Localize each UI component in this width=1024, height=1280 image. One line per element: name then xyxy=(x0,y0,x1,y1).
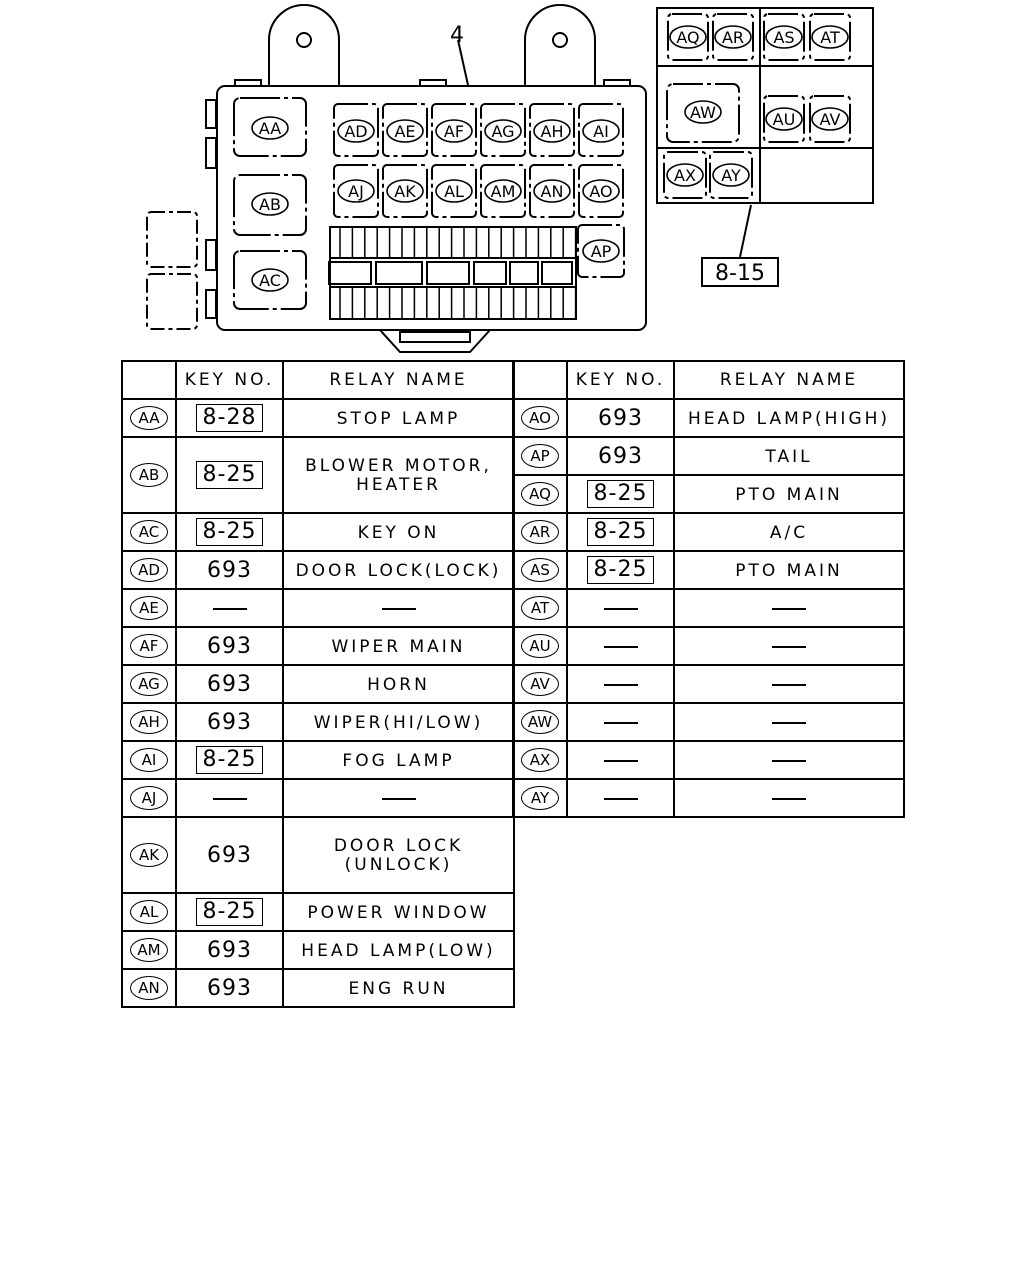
relay-table-right xyxy=(512,360,905,818)
id-header xyxy=(513,361,567,399)
relay-id-oval: AS xyxy=(521,558,559,582)
relay-id-oval: AW xyxy=(521,710,559,734)
relay-key-label: AY xyxy=(721,166,741,185)
relay-id-cell xyxy=(513,475,567,513)
relay-name-value: KEY ON xyxy=(357,522,440,543)
relay-id-cell xyxy=(513,551,567,589)
relay-id-oval: AB xyxy=(130,463,168,487)
table-row xyxy=(122,399,514,437)
key-no-value: 8-25 xyxy=(587,518,655,546)
relay-key-label: AE xyxy=(394,122,416,141)
key-no-cell xyxy=(176,513,283,551)
relay-name-value: STOP LAMP xyxy=(336,408,461,429)
table-row xyxy=(513,627,904,665)
empty-dash xyxy=(772,646,806,648)
table-row xyxy=(513,589,904,627)
table-row xyxy=(513,399,904,437)
relay-id-oval: AQ xyxy=(521,482,559,506)
key-no-cell xyxy=(567,437,674,475)
key-no-value: 8-25 xyxy=(587,556,655,584)
relay-name-cell xyxy=(283,437,514,513)
key-no-cell xyxy=(176,627,283,665)
key-no-cell xyxy=(567,665,674,703)
relay-id-cell xyxy=(513,437,567,475)
relay-name-cell xyxy=(674,551,904,589)
relay-name-cell xyxy=(283,969,514,1007)
empty-dash xyxy=(213,798,247,800)
relay-name-value: POWER WINDOW xyxy=(307,902,490,923)
empty-dash xyxy=(604,722,638,724)
relay-key-label: AV xyxy=(819,110,841,129)
relay-key-label: AU xyxy=(772,110,796,129)
empty-dash xyxy=(604,760,638,762)
relay-id-oval: AR xyxy=(521,520,559,544)
relay-id-oval: AM xyxy=(130,938,168,962)
empty-dash xyxy=(213,608,247,610)
table-row xyxy=(513,741,904,779)
key-no-cell xyxy=(567,741,674,779)
relay-id-cell xyxy=(513,627,567,665)
key-no-value: 693 xyxy=(207,671,252,697)
table-row xyxy=(513,437,904,475)
relay-name-value: A/C xyxy=(769,522,809,543)
empty-dash xyxy=(604,646,638,648)
relay-name-cell xyxy=(283,627,514,665)
relay-key-label: AK xyxy=(394,182,416,201)
relay-id-oval: AV xyxy=(521,672,559,696)
relay-name-cell xyxy=(283,931,514,969)
table-row xyxy=(122,665,514,703)
key-no-value: 693 xyxy=(207,975,252,1001)
key-no-value: 8-28 xyxy=(196,404,264,432)
relay-id-cell xyxy=(122,817,176,893)
key-no-value: 693 xyxy=(207,709,252,735)
empty-dash xyxy=(772,684,806,686)
relay-id-cell xyxy=(122,931,176,969)
relay-name-cell xyxy=(674,665,904,703)
relay-id-oval: AH xyxy=(130,710,168,734)
relay-key-label: AX xyxy=(674,166,696,185)
relay-id-oval: AC xyxy=(130,520,168,544)
mounting-tab-right xyxy=(525,5,595,86)
empty-dash xyxy=(772,760,806,762)
empty-dash xyxy=(604,608,638,610)
table-row xyxy=(122,627,514,665)
relay-name-cell xyxy=(674,703,904,741)
relay-id-cell xyxy=(122,627,176,665)
relay-key-label: AJ xyxy=(348,182,364,201)
relay-name-value: DOOR LOCK(LOCK) xyxy=(295,560,502,581)
relay-name-cell xyxy=(283,741,514,779)
relay-name-cell xyxy=(674,779,904,817)
key-no-value: 8-25 xyxy=(196,898,264,926)
relay-id-cell xyxy=(122,893,176,931)
table-row xyxy=(513,779,904,817)
relay-box-diagram xyxy=(0,0,1024,360)
key-no-cell xyxy=(176,817,283,893)
table-row xyxy=(122,741,514,779)
relay-id-cell xyxy=(513,665,567,703)
key-no-value: 693 xyxy=(207,633,252,659)
key-no-value: 693 xyxy=(598,405,643,431)
table-row xyxy=(513,475,904,513)
relay-id-oval: AY xyxy=(521,786,559,810)
relay-id-cell xyxy=(122,551,176,589)
relay-id-cell xyxy=(122,741,176,779)
key-no-cell xyxy=(567,551,674,589)
key-no-header: KEY NO. xyxy=(567,361,674,399)
key-no-cell xyxy=(176,665,283,703)
relay-name-value: WIPER(HI/LOW) xyxy=(313,712,484,733)
empty-dash xyxy=(382,608,416,610)
relay-name-cell xyxy=(674,513,904,551)
relay-name-value: HEAD LAMP(HIGH) xyxy=(687,408,891,429)
empty-dash xyxy=(604,684,638,686)
key-no-cell xyxy=(176,551,283,589)
relay-name-value: HORN xyxy=(367,674,430,695)
relay-id-cell xyxy=(513,741,567,779)
key-no-cell xyxy=(176,703,283,741)
relay-name-value: PTO MAIN xyxy=(735,484,843,505)
relay-name-cell xyxy=(283,703,514,741)
relay-id-oval: AA xyxy=(130,406,168,430)
relay-name-cell xyxy=(674,437,904,475)
table-row xyxy=(122,893,514,931)
key-no-value: 8-25 xyxy=(196,518,264,546)
table-row xyxy=(122,513,514,551)
relay-table-left xyxy=(121,360,515,1008)
relay-key-label: AW xyxy=(690,103,716,122)
relay-name-cell xyxy=(283,893,514,931)
relay-id-cell xyxy=(122,703,176,741)
relay-name-cell xyxy=(283,399,514,437)
key-no-cell xyxy=(567,627,674,665)
relay-id-oval: AJ xyxy=(130,786,168,810)
key-no-cell xyxy=(176,589,283,627)
relay-name-cell xyxy=(283,665,514,703)
relay-id-cell xyxy=(122,399,176,437)
key-no-header: KEY NO. xyxy=(176,361,283,399)
relay-id-cell xyxy=(122,513,176,551)
table-row xyxy=(122,817,514,893)
relay-key-label: AF xyxy=(443,122,465,141)
relay-name-cell xyxy=(283,513,514,551)
relay-id-oval: AP xyxy=(521,444,559,468)
key-no-value: 8-25 xyxy=(587,480,655,508)
key-no-value: 693 xyxy=(207,842,252,868)
relay-key-label: AQ xyxy=(676,28,700,47)
relay-name-value: ENG RUN xyxy=(348,978,449,999)
relay-id-oval: AD xyxy=(130,558,168,582)
key-no-cell xyxy=(567,475,674,513)
relay-key-label: AR xyxy=(721,28,745,47)
empty-dash xyxy=(772,798,806,800)
part-number: 4 xyxy=(450,23,464,48)
key-no-cell xyxy=(567,399,674,437)
relay-id-oval: AF xyxy=(130,634,168,658)
relay-id-cell xyxy=(122,779,176,817)
table-row xyxy=(122,437,514,513)
empty-dash xyxy=(772,722,806,724)
relay-key-label: AB xyxy=(259,195,281,214)
relay-id-oval: AG xyxy=(130,672,168,696)
relay-name-value: FOG LAMP xyxy=(342,750,455,771)
relay-name-cell xyxy=(283,551,514,589)
key-no-cell xyxy=(176,437,283,513)
key-no-cell xyxy=(176,893,283,931)
relay-key-label: AL xyxy=(444,182,464,201)
relay-key-label: AS xyxy=(773,28,795,47)
relay-id-oval: AN xyxy=(130,976,168,1000)
key-no-cell xyxy=(567,589,674,627)
key-no-cell xyxy=(567,703,674,741)
table-row xyxy=(513,665,904,703)
key-no-cell xyxy=(567,779,674,817)
key-no-value: 8-25 xyxy=(196,746,264,774)
table-row xyxy=(122,931,514,969)
relay-id-cell xyxy=(513,779,567,817)
relay-name-cell xyxy=(674,475,904,513)
key-no-cell xyxy=(176,969,283,1007)
table-row xyxy=(513,513,904,551)
key-no-cell xyxy=(176,399,283,437)
relay-id-oval: AT xyxy=(521,596,559,620)
relay-key-label: AI xyxy=(593,122,609,141)
relay-key-label: AG xyxy=(491,122,515,141)
detail-ref-label: 8-15 xyxy=(715,261,765,286)
table-row xyxy=(122,779,514,817)
key-no-cell xyxy=(176,931,283,969)
relay-key-label: AN xyxy=(540,182,564,201)
mounting-tab-left xyxy=(269,5,339,86)
key-no-value: 693 xyxy=(207,937,252,963)
relay-id-cell xyxy=(513,399,567,437)
relay-id-cell xyxy=(122,437,176,513)
table-row xyxy=(513,703,904,741)
relay-id-oval: AO xyxy=(521,406,559,430)
key-no-value: 693 xyxy=(207,557,252,583)
relay-key-label: AA xyxy=(258,119,282,138)
relay-name-cell xyxy=(674,589,904,627)
relay-key-label: AD xyxy=(344,122,368,141)
table-row xyxy=(513,551,904,589)
relay-id-cell xyxy=(513,589,567,627)
relay-name-cell xyxy=(674,627,904,665)
relay-key-label: AC xyxy=(259,271,281,290)
relay-id-oval: AL xyxy=(130,900,168,924)
empty-dash xyxy=(772,608,806,610)
relay-id-oval: AE xyxy=(130,596,168,620)
relay-name-value: WIPER MAIN xyxy=(331,636,466,657)
relay-name-value: DOOR LOCK (UNLOCK) xyxy=(333,836,464,875)
relay-id-oval: AU xyxy=(521,634,559,658)
relay-key-label: AM xyxy=(490,182,516,201)
relay-name-value: HEAD LAMP(LOW) xyxy=(301,940,496,961)
relay-name-value: TAIL xyxy=(765,446,813,467)
empty-dash xyxy=(382,798,416,800)
relay-name-cell xyxy=(283,589,514,627)
key-no-cell xyxy=(176,741,283,779)
table-row xyxy=(122,703,514,741)
table-row xyxy=(122,589,514,627)
relay-id-oval: AX xyxy=(521,748,559,772)
relay-key-label: AO xyxy=(589,182,613,201)
relay-id-cell xyxy=(122,665,176,703)
relay-id-cell xyxy=(122,589,176,627)
relay-name-cell xyxy=(674,741,904,779)
key-no-value: 8-25 xyxy=(196,461,264,489)
key-no-cell xyxy=(176,779,283,817)
empty-dash xyxy=(604,798,638,800)
id-header xyxy=(122,361,176,399)
relay-id-cell xyxy=(513,513,567,551)
relay-name-cell xyxy=(283,779,514,817)
relay-key-label: AP xyxy=(590,242,612,261)
relay-id-cell xyxy=(122,969,176,1007)
relay-name-value: BLOWER MOTOR, HEATER xyxy=(305,456,492,495)
relay-name-header: RELAY NAME xyxy=(674,361,904,399)
relay-name-cell xyxy=(674,399,904,437)
key-no-value: 693 xyxy=(598,443,643,469)
relay-key-label: AT xyxy=(820,28,840,47)
relay-name-header: RELAY NAME xyxy=(283,361,514,399)
table-row xyxy=(122,551,514,589)
relay-name-cell xyxy=(283,817,514,893)
table-row xyxy=(122,969,514,1007)
key-no-cell xyxy=(567,513,674,551)
relay-id-oval: AI xyxy=(130,748,168,772)
relay-name-value: PTO MAIN xyxy=(735,560,843,581)
relay-id-cell xyxy=(513,703,567,741)
relay-key-label: AH xyxy=(540,122,564,141)
relay-id-oval: AK xyxy=(130,843,168,867)
